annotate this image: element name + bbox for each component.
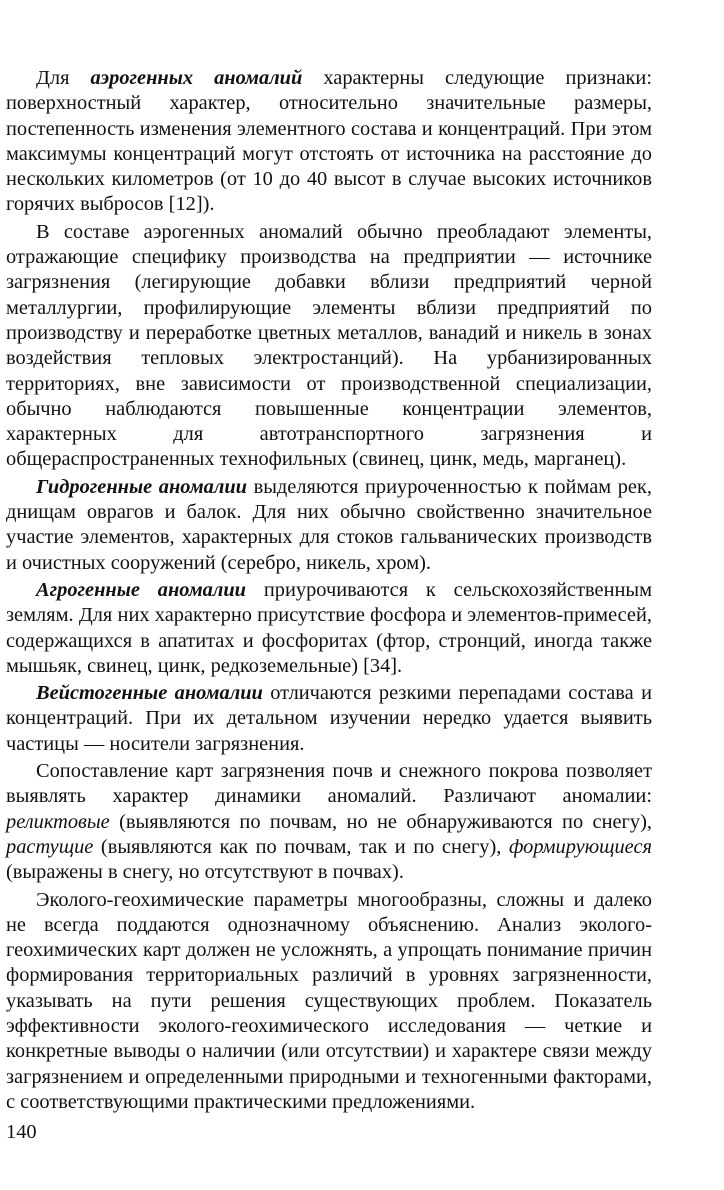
paragraph-text: Эколого-геохимические параметры многообразны, сложны и далеко не всегда поддаются однозначному объяснению. Анализ эколого-геохимических карт должен не усложнять, а упрощать понимание причин формирования территориальных различий в уровнях загрязненности, указывать на пути решения существующих проблем. Показатель эффективности эколого-геохимического исследования — четкие и конкретные выводы о наличии (или отсутствии) и характере связи между загрязнением и определенными природными и техногенными факторами, с соответствующими практическими предложениями. xyxy=(6,888,652,1113)
paragraph-text: В составе аэрогенных аномалий обычно преобладают элементы, отражающие специфику производства на предприятии — источнике загрязнения (легирующие добавки вблизи предприятий черной металлургии, профилирующие элементы вблизи предприятий по производству и переработке цветных металлов, ванадий и никель в зонах воздействия тепловых электростанций). На урбанизированных территориях, вне зависимости от производственной специализации, обычно наблюдаются повышенные концентрации элементов, характерных для автотранспортного загрязнения и общераспространенных технофильных (свинец, цинк, медь, марганец). xyxy=(6,220,652,471)
page-body xyxy=(6,66,652,1115)
term-agrogenic-anomalies: Агрогенные аномалии xyxy=(36,578,247,601)
paragraph-hydrogenic xyxy=(6,475,652,576)
paragraph-text: (выражены в снегу, но отсутствуют в почвах). xyxy=(6,861,404,884)
paragraph-parameters xyxy=(6,888,652,1116)
paragraph-text: характерны следующие признаки: поверхностный характер, относительно значительные размеры, постепенность изменения элементного состава и концентраций. При этом максимумы концентраций могут отстоять от источника на расстояние до нескольких километров (от 10 до 40 высот в случае высоких источников горячих выбросов [12]). xyxy=(6,67,653,216)
term-hydrogenic-anomalies: Гидрогенные аномалии xyxy=(36,475,247,498)
paragraph-text: Для xyxy=(36,67,91,89)
paragraph-dynamics xyxy=(6,759,652,885)
paragraph-text: (выявляются по почвам, но не обнаруживаются по снегу), xyxy=(109,810,652,833)
term-relict: реликтовые xyxy=(6,810,110,833)
paragraph-aerogenic-composition xyxy=(6,220,652,473)
term-growing: растущие xyxy=(6,835,94,858)
paragraph-text: приурочиваются к сельскохозяйственным землям. Для них характерно присутствие фосфора и элементов-примесей, содержащихся в апатитах и фосфоритах (фтор, стронций, иногда также мышьяк, свинец, цинк, редкоземельные) [34]. xyxy=(6,578,653,677)
paragraph-text: Сопоставление карт загрязнения почв и снежного покрова позволяет выявлять характер динамики аномалий. Различают аномалии: xyxy=(6,760,652,808)
page-number: 140 xyxy=(6,1121,37,1143)
paragraph-text: выделяются приуроченностью к поймам рек, днищам оврагов и балок. Для них обычно свойственно значительное участие элементов, характерных для стоков гальванических производств и очистных сооружений (серебро, никель, хром). xyxy=(6,475,652,574)
term-forming: формирующиеся xyxy=(508,835,652,858)
paragraph-text: отличаются резкими перепадами состава и концентраций. При их детальном изучении нередко удается выявить частицы — носители загрязнения. xyxy=(6,682,652,755)
term-aerogenic-anomalies: аэрогенных аномалий xyxy=(90,67,303,89)
paragraph-waste-genic xyxy=(6,681,652,757)
paragraph-text: (выявляются как по почвам, так и по снегу), xyxy=(93,835,509,858)
term-waste-genic-anomalies: Вейстогенные аномалии xyxy=(36,682,263,705)
paragraph-agrogenic xyxy=(6,578,652,679)
paragraph-aerogenic xyxy=(6,66,652,218)
